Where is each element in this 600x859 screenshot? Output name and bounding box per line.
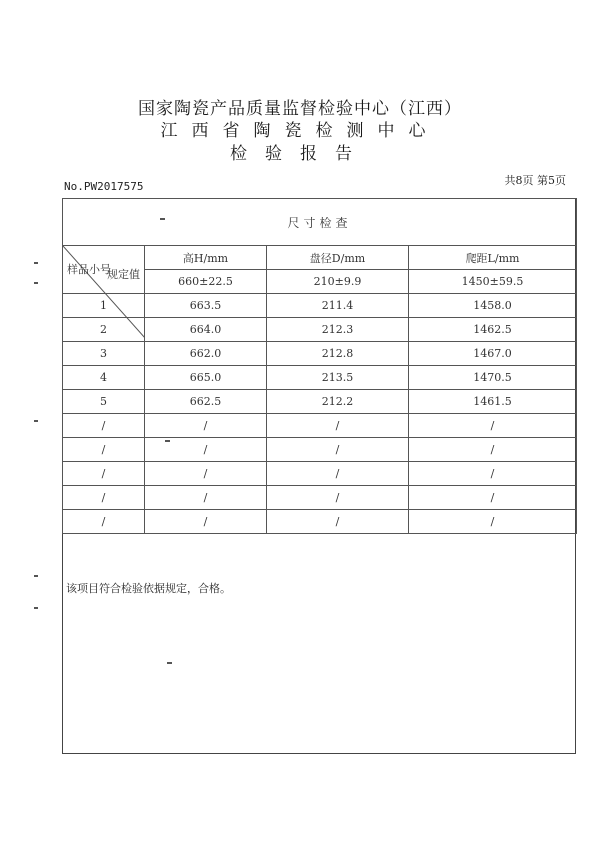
height-value-cell: 665.0 bbox=[145, 366, 267, 390]
scan-mark bbox=[34, 420, 38, 422]
table-row bbox=[63, 390, 577, 414]
scan-mark bbox=[34, 607, 38, 609]
diameter-value-cell: 211.4 bbox=[267, 294, 409, 318]
diameter-value-cell: / bbox=[267, 510, 409, 534]
diameter-value-cell: 212.2 bbox=[267, 390, 409, 414]
scan-mark bbox=[160, 218, 165, 220]
creepage-value-cell: / bbox=[409, 438, 577, 462]
height-value-cell: 662.0 bbox=[145, 342, 267, 366]
height-value-cell: 664.0 bbox=[145, 318, 267, 342]
sample-number-cell: / bbox=[63, 414, 145, 438]
table-row bbox=[63, 438, 577, 462]
sample-number-cell: 1 bbox=[63, 294, 145, 318]
height-value-cell: / bbox=[145, 438, 267, 462]
report-number: No.PW2017575 bbox=[64, 180, 144, 193]
column-header-creepage: 爬距L/mm bbox=[409, 246, 577, 270]
height-value-cell: 663.5 bbox=[145, 294, 267, 318]
sample-number-cell: / bbox=[63, 486, 145, 510]
report-type-title: 检验报告 bbox=[230, 144, 370, 164]
sample-number-cell: 4 bbox=[63, 366, 145, 390]
dimension-table bbox=[62, 198, 577, 534]
diameter-value-cell: / bbox=[267, 486, 409, 510]
height-value-cell: / bbox=[145, 462, 267, 486]
creepage-value-cell: 1461.5 bbox=[409, 390, 577, 414]
report-institution-title: 国家陶瓷产品质量监督检验中心（江西） bbox=[138, 99, 462, 119]
conclusion-text: 该项目符合检验依据规定，合格。 bbox=[66, 582, 231, 595]
creepage-value-cell: / bbox=[409, 510, 577, 534]
diagonal-line bbox=[63, 246, 145, 338]
scan-mark bbox=[34, 262, 38, 264]
creepage-value-cell: 1462.5 bbox=[409, 318, 577, 342]
height-value-cell: / bbox=[145, 510, 267, 534]
scan-mark bbox=[167, 662, 172, 664]
table-row bbox=[63, 486, 577, 510]
column-header-height: 高H/mm bbox=[145, 246, 267, 270]
page-indicator: 共8页 第5页 bbox=[504, 174, 566, 187]
sample-number-cell: / bbox=[63, 510, 145, 534]
diagonal-header-cell bbox=[63, 246, 145, 294]
spec-creepage: 1450±59.5 bbox=[409, 270, 577, 294]
creepage-value-cell: / bbox=[409, 462, 577, 486]
scan-mark bbox=[34, 282, 38, 284]
table-row bbox=[63, 342, 577, 366]
diameter-value-cell: / bbox=[267, 414, 409, 438]
sample-number-cell: 2 bbox=[63, 318, 145, 342]
table-title: 尺寸检查 bbox=[63, 199, 577, 246]
height-value-cell: / bbox=[145, 414, 267, 438]
creepage-value-cell: 1458.0 bbox=[409, 294, 577, 318]
spec-height: 660±22.5 bbox=[145, 270, 267, 294]
diameter-value-cell: / bbox=[267, 462, 409, 486]
sample-number-cell: / bbox=[63, 438, 145, 462]
creepage-value-cell: 1467.0 bbox=[409, 342, 577, 366]
creepage-value-cell: / bbox=[409, 414, 577, 438]
height-value-cell: 662.5 bbox=[145, 390, 267, 414]
scan-mark bbox=[34, 575, 38, 577]
scan-mark bbox=[165, 440, 170, 442]
diameter-value-cell: 212.8 bbox=[267, 342, 409, 366]
table-row bbox=[63, 510, 577, 534]
sample-number-cell: / bbox=[63, 462, 145, 486]
spec-diameter: 210±9.9 bbox=[267, 270, 409, 294]
sample-number-cell: 5 bbox=[63, 390, 145, 414]
sample-number-label: 样品小号 bbox=[67, 263, 111, 276]
diameter-value-cell: 213.5 bbox=[267, 366, 409, 390]
creepage-value-cell: 1470.5 bbox=[409, 366, 577, 390]
spec-value-label: 规定值 bbox=[107, 268, 140, 281]
table-row bbox=[63, 414, 577, 438]
height-value-cell: / bbox=[145, 486, 267, 510]
diameter-value-cell: 212.3 bbox=[267, 318, 409, 342]
sample-number-cell: 3 bbox=[63, 342, 145, 366]
table-row bbox=[63, 462, 577, 486]
report-center-title: 江西省陶瓷检测中心 bbox=[160, 121, 440, 141]
creepage-value-cell: / bbox=[409, 486, 577, 510]
column-header-diameter: 盘径D/mm bbox=[267, 246, 409, 270]
table-row bbox=[63, 366, 577, 390]
diameter-value-cell: / bbox=[267, 438, 409, 462]
